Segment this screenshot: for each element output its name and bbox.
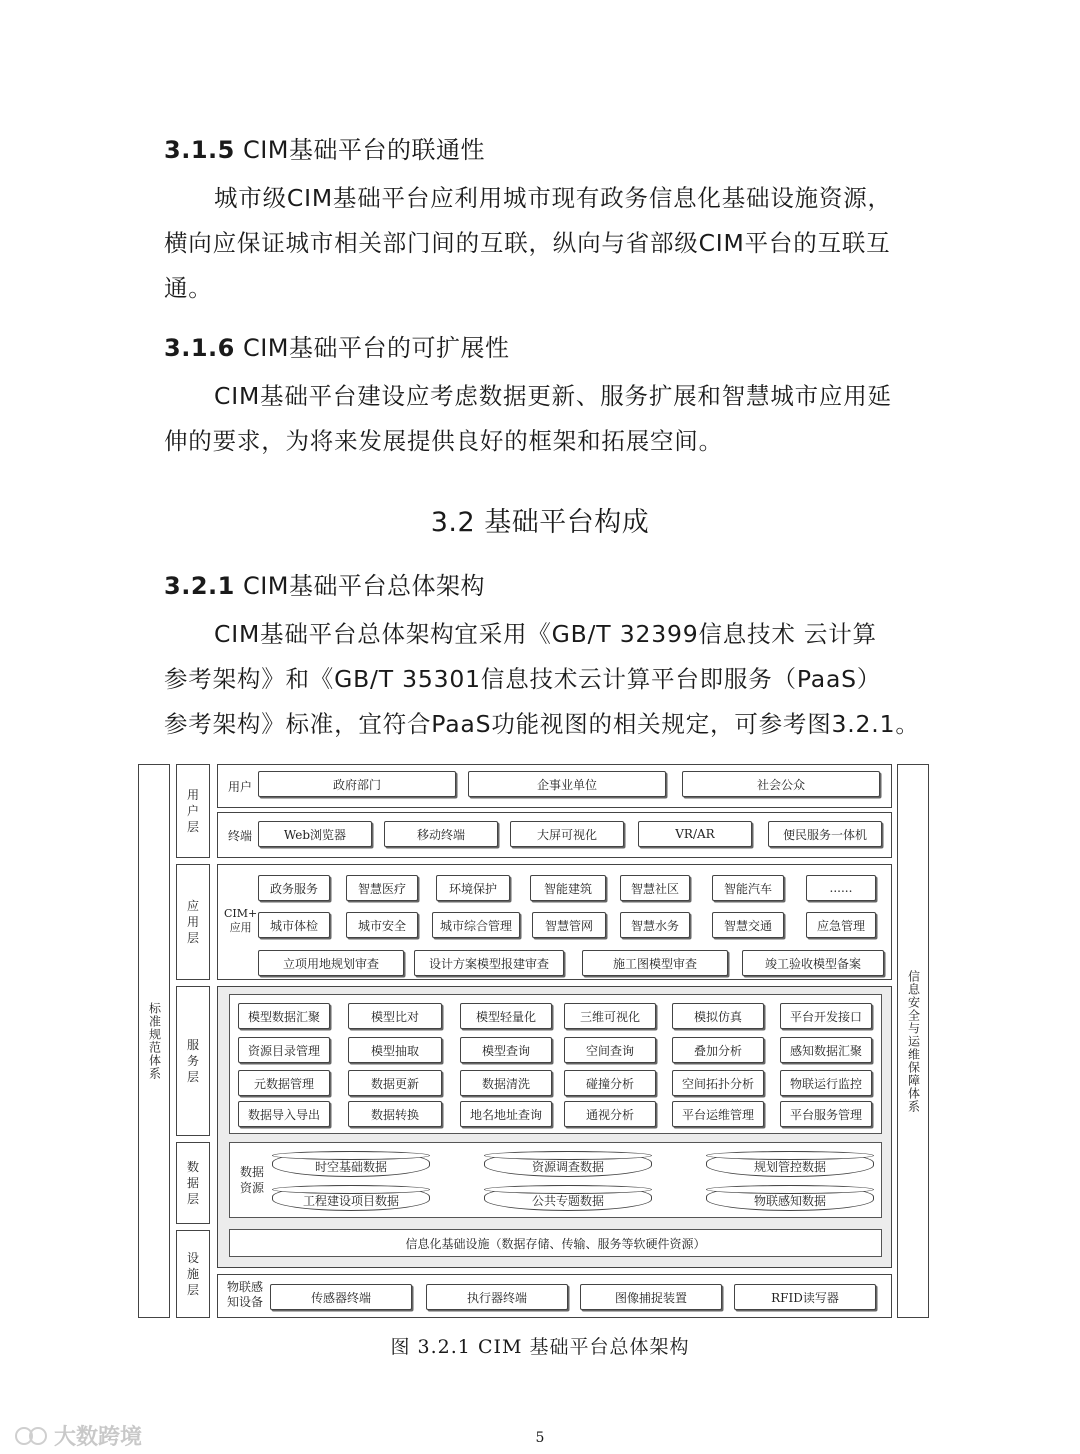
watermark [14, 1420, 142, 1451]
user-row-label: 用户 [228, 780, 253, 794]
data-spatiotemporal: 时空基础数据 [272, 1151, 430, 1177]
user-enterprise: 企事业单位 [468, 771, 666, 797]
layer-label-app: 应用层 [176, 864, 210, 980]
data-iot-sensing: 物联感知数据 [706, 1185, 874, 1211]
data-public-topics: 公共专题数据 [484, 1185, 652, 1211]
service-item-r2-c6: 感知数据汇聚 [780, 1037, 872, 1063]
user-gov: 政府部门 [258, 771, 456, 797]
iot-rfid-reader: RFID读写器 [734, 1284, 876, 1310]
data-resource-label: 数据 资源 [240, 1165, 265, 1195]
paragraph-3-2-1: CIM基础平台总体架构宜采用《GB/T 32399信息技术 云计算 参考架构》和《GB/T 35301信息技术云计算平台即服务（PaaS） 参考架构》标准，宜符合PaaS功能视图的相关规定，可参考图3.2.1。 [164, 620, 920, 738]
infra-bar: 信息化基础设施（数据存储、传输、服务等软硬件资源） [229, 1229, 882, 1257]
app-construction-review: 施工图模型审查 [582, 950, 728, 976]
service-item-r3-c4: 碰撞分析 [564, 1070, 656, 1096]
service-item-r2-c1: 资源目录管理 [238, 1037, 330, 1063]
iot-sensor-terminal: 传感器终端 [270, 1284, 412, 1310]
app-r2-item-5: 智慧水务 [620, 912, 690, 938]
app-r1-item-7: ...... [806, 875, 876, 901]
standards-column: 标准规范体系 [138, 764, 170, 1318]
iot-device-label: 物联感 知设备 [227, 1280, 264, 1309]
app-r2-item-4: 智慧管网 [532, 912, 606, 938]
service-item-r1-c3: 模型轻量化 [460, 1003, 552, 1029]
data-resource-survey: 资源调查数据 [484, 1151, 652, 1177]
heading-3-1-5: 3.1.5 CIM基础平台的联通性 [164, 136, 486, 164]
iot-actuator-terminal: 执行器终端 [426, 1284, 568, 1310]
app-r1-item-5: 智慧社区 [620, 875, 690, 901]
service-item-r3-c1: 元数据管理 [238, 1070, 330, 1096]
service-item-r4-c1: 数据导入导出 [238, 1101, 330, 1127]
terminal-kiosk: 便民服务一体机 [768, 821, 882, 847]
figure-caption: 图 3.2.1 CIM 基础平台总体架构 [390, 1336, 690, 1358]
heading-3-2: 3.2 基础平台构成 [430, 507, 650, 538]
service-item-r4-c3: 地名地址查询 [460, 1101, 552, 1127]
service-item-r1-c4: 三维可视化 [564, 1003, 656, 1029]
security-ops-column: 信息安全与运维保障体系 [897, 764, 929, 1318]
app-r2-item-6: 智慧交通 [712, 912, 784, 938]
user-public: 社会公众 [682, 771, 880, 797]
service-item-r4-c2: 数据转换 [348, 1101, 442, 1127]
data-engineering-projects: 工程建设项目数据 [272, 1185, 430, 1211]
app-completion-record: 竣工验收模型备案 [742, 950, 884, 976]
terminal-mobile: 移动终端 [384, 821, 498, 847]
heading-3-1-6: 3.1.6 CIM基础平台的可扩展性 [164, 334, 510, 362]
app-r2-item-3: 城市综合管理 [432, 912, 520, 938]
app-r1-item-1: 政务服务 [258, 875, 330, 901]
layer-label-service: 服务层 [176, 986, 210, 1136]
layer-label-infra: 设施层 [176, 1230, 210, 1318]
terminal-bigscreen: 大屏可视化 [510, 821, 624, 847]
watermark-text: 大数跨境 [54, 1425, 143, 1450]
layer-label-data: 数据层 [176, 1142, 210, 1224]
app-r2-item-7: 应急管理 [806, 912, 876, 938]
service-item-r4-c4: 通视分析 [564, 1101, 656, 1127]
service-item-r3-c6: 物联运行监控 [780, 1070, 872, 1096]
data-planning-control: 规划管控数据 [706, 1151, 874, 1177]
service-item-r3-c5: 空间拓扑分析 [672, 1070, 764, 1096]
app-r1-item-6: 智能汽车 [712, 875, 784, 901]
paragraph-3-1-5: 城市级CIM基础平台应利用城市现有政务信息化基础设施资源， 横向应保证城市相关部门间的互联，纵向与省部级CIM平台的互联互 通。 [164, 184, 892, 302]
service-item-r1-c6: 平台开发接口 [780, 1003, 872, 1029]
service-item-r1-c2: 模型比对 [348, 1003, 442, 1029]
layer-label-user: 用户层 [176, 764, 210, 858]
service-item-r4-c5: 平台运维管理 [672, 1101, 764, 1127]
service-item-r1-c1: 模型数据汇聚 [238, 1003, 330, 1029]
cim-app-label: CIM+ 应用 [224, 907, 258, 934]
terminal-vr-ar: VR/AR [638, 821, 752, 847]
service-item-r4-c6: 平台服务管理 [780, 1101, 872, 1127]
app-r1-item-3: 环境保护 [436, 875, 510, 901]
app-planning-review: 立项用地规划审查 [258, 950, 404, 976]
service-item-r2-c5: 叠加分析 [672, 1037, 764, 1063]
service-item-r2-c2: 模型抽取 [348, 1037, 442, 1063]
app-r1-item-4: 智能建筑 [530, 875, 606, 901]
iot-image-capture: 图像捕捉装置 [580, 1284, 722, 1310]
app-r2-item-1: 城市体检 [258, 912, 330, 938]
heading-3-2-1: 3.2.1 CIM基础平台总体架构 [164, 572, 486, 600]
terminal-web: Web浏览器 [258, 821, 372, 847]
paragraph-3-1-6: CIM基础平台建设应考虑数据更新、服务扩展和智慧城市应用延 伸的要求，为将来发展提供良好的框架和拓展空间。 [164, 382, 892, 455]
service-item-r1-c5: 模拟仿真 [672, 1003, 764, 1029]
terminal-row-label: 终端 [228, 829, 253, 843]
watermark-logo-icon [14, 1423, 54, 1449]
service-item-r2-c3: 模型查询 [460, 1037, 552, 1063]
service-item-r3-c3: 数据清洗 [460, 1070, 552, 1096]
page-number: 5 [535, 1430, 545, 1446]
service-item-r2-c4: 空间查询 [564, 1037, 656, 1063]
service-item-r3-c2: 数据更新 [348, 1070, 442, 1096]
app-r1-item-2: 智慧医疗 [346, 875, 418, 901]
app-design-review: 设计方案模型报建审查 [414, 950, 564, 976]
app-r2-item-2: 城市安全 [346, 912, 418, 938]
